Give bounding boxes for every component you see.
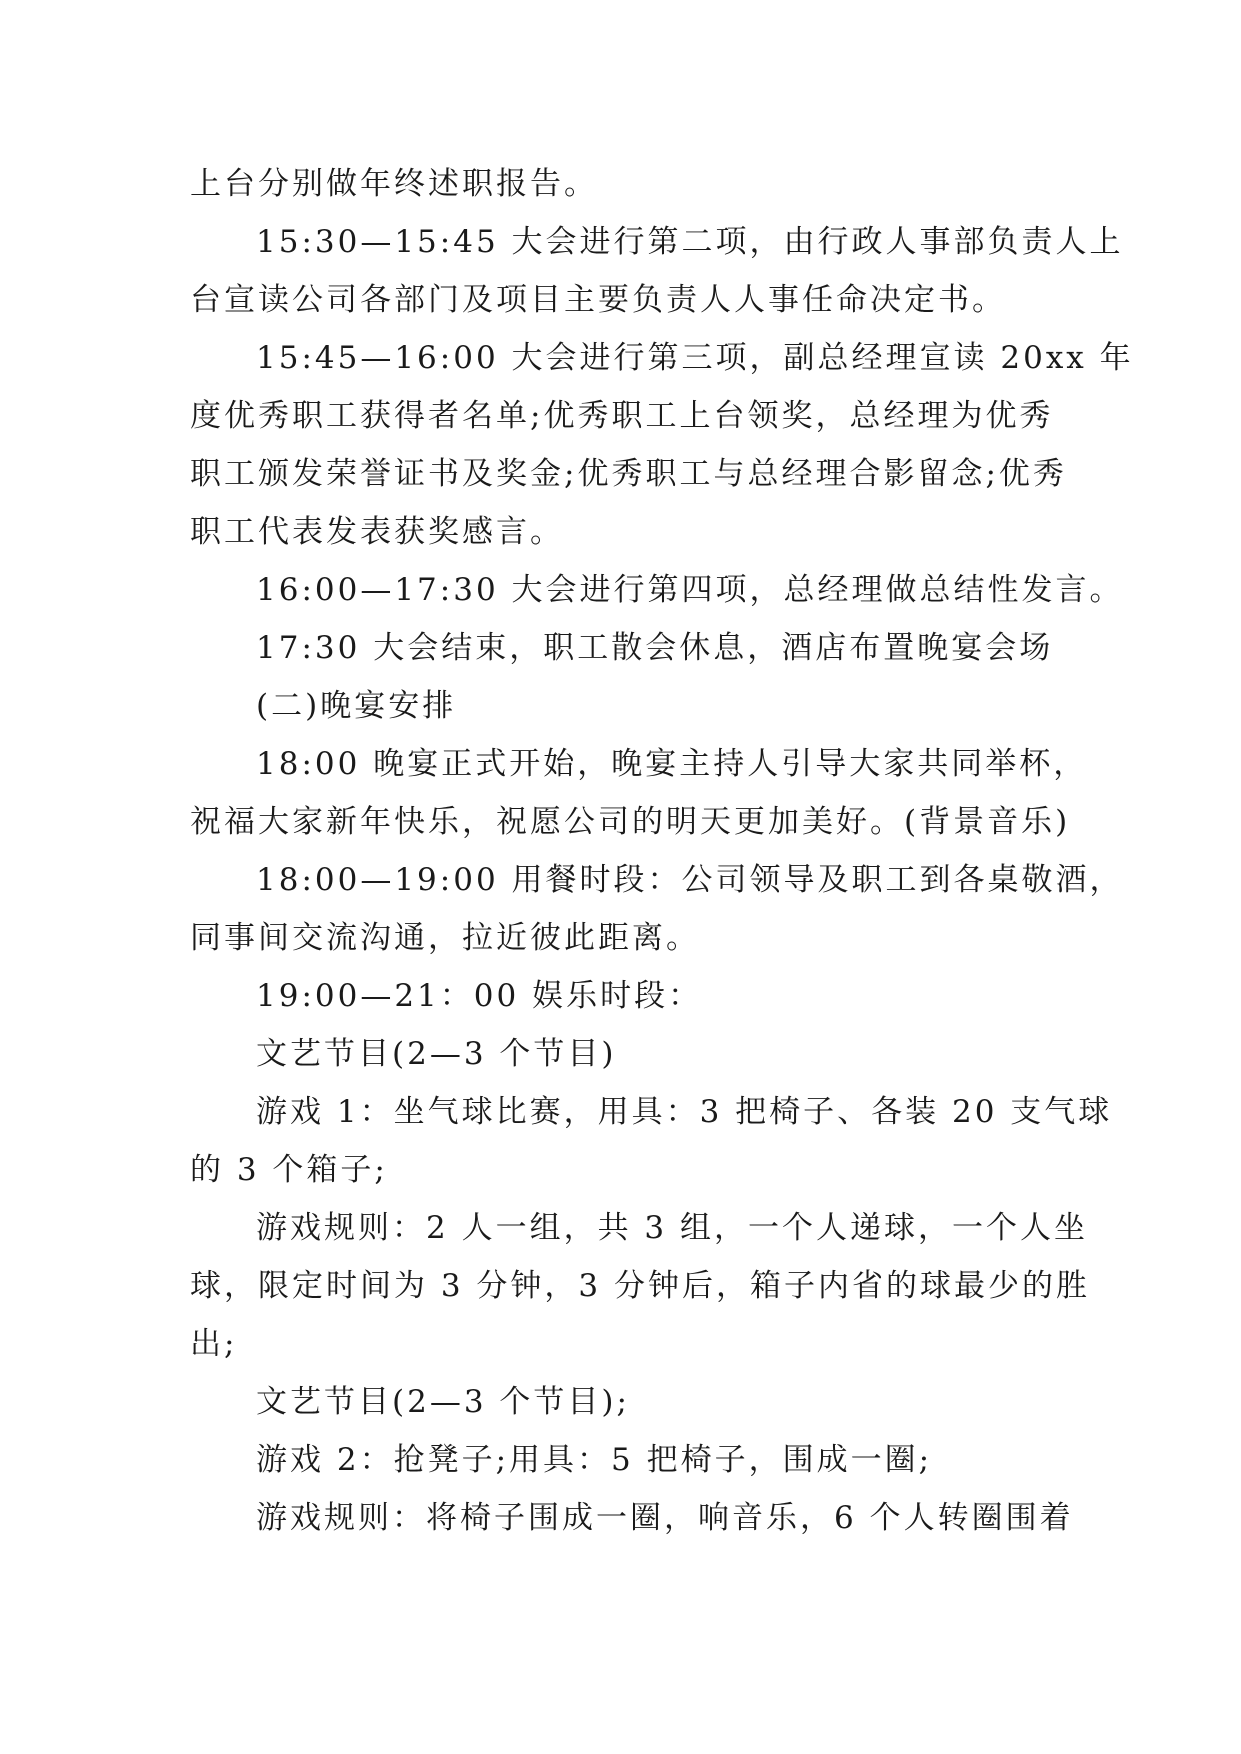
text-line: 16:00—17:30 大会进行第四项，总经理做总结性发言。: [256, 572, 1124, 608]
text-line: 17:30 大会结束，职工散会休息，酒店布置晚宴会场: [256, 630, 1054, 666]
text-line: 球，限定时间为 3 分钟，3 分钟后，箱子内省的球最少的胜: [190, 1268, 1091, 1304]
text-line: 19:00—21：00 娱乐时段：: [256, 978, 703, 1014]
text-line: 文艺节目(2—3 个节目);: [256, 1384, 630, 1420]
text-line: 游戏规则：将椅子围成一圈，响音乐，6 个人转圈围着: [256, 1500, 1074, 1536]
text-line: 15:30—15:45 大会进行第二项，由行政人事部负责人上: [256, 224, 1124, 260]
text-line: 18:00—19:00 用餐时段：公司领导及职工到各桌敬酒，: [256, 862, 1124, 898]
text-line: (二)晚宴安排: [256, 688, 457, 724]
text-line: 上台分别做年终述职报告。: [190, 166, 598, 202]
text-line: 的 3 个箱子;: [190, 1152, 388, 1188]
text-line: 游戏 1：坐气球比赛，用具：3 把椅子、各装 20 支气球: [256, 1094, 1113, 1130]
text-line: 职工代表发表获奖感言。: [190, 514, 564, 550]
text-line: 游戏规则：2 人一组，共 3 组，一个人递球，一个人坐: [256, 1210, 1089, 1246]
text-line: 职工颁发荣誉证书及奖金;优秀职工与总经理合影留念;优秀: [190, 456, 1067, 492]
text-line: 18:00 晚宴正式开始，晚宴主持人引导大家共同举杯，: [256, 746, 1088, 782]
document-body: [190, 155, 1134, 1547]
text-line: 出;: [190, 1326, 238, 1362]
text-line: 游戏 2：抢凳子;用具：5 把椅子，围成一圈;: [256, 1442, 933, 1478]
text-line: 祝福大家新年快乐，祝愿公司的明天更加美好。(背景音乐): [190, 804, 1071, 840]
text-line: 15:45—16:00 大会进行第三项，副总经理宣读 20xx 年: [256, 340, 1134, 376]
text-line: 同事间交流沟通，拉近彼此距离。: [190, 920, 700, 956]
text-line: 台宣读公司各部门及项目主要负责人人事任命决定书。: [190, 282, 1006, 318]
text-line: 度优秀职工获得者名单;优秀职工上台领奖，总经理为优秀: [190, 398, 1054, 434]
text-line: 文艺节目(2—3 个节目): [256, 1036, 617, 1072]
